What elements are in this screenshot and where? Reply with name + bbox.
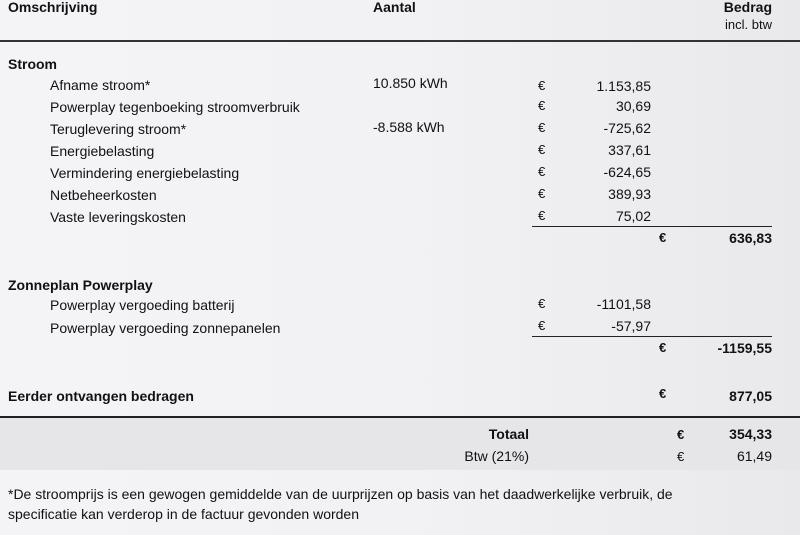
line-item-amount: 337,61 (608, 142, 651, 158)
currency-symbol: € (538, 164, 546, 179)
currency-symbol: € (538, 208, 546, 223)
subtotal-divider (532, 336, 772, 337)
eerder-ontvangen-amount: 877,05 (729, 388, 772, 404)
line-item-amount: 389,93 (608, 186, 651, 202)
section-title-stroom: Stroom (8, 56, 57, 72)
line-item-label: Netbeheerkosten (50, 187, 157, 203)
header-description: Omschrijving (8, 0, 98, 15)
currency-symbol: € (659, 340, 667, 355)
line-item-label: Energiebelasting (50, 143, 155, 159)
totals-divider (0, 416, 800, 418)
footnote-line-2: specificatie kan verderop in de factuur gevonden worden (8, 506, 359, 522)
section-title-zonneplan: Zonneplan Powerplay (8, 277, 153, 293)
currency-symbol: € (538, 78, 546, 93)
line-item-quantity: 10.850 kWh (373, 75, 448, 91)
line-item-quantity: -8.588 kWh (373, 119, 445, 135)
line-item-amount: 30,69 (615, 98, 651, 114)
header-amount: Bedrag (723, 0, 772, 15)
line-item-amount: -725,62 (603, 120, 651, 136)
footnote-line-1: *De stroomprijs is een gewogen gemiddelde van de uurprijzen op basis van het daadwerkelijke verbruik, de (8, 486, 673, 502)
total-label: Totaal (488, 426, 529, 442)
eerder-ontvangen-label: Eerder ontvangen bedragen (8, 388, 194, 404)
vat-amount: 61,49 (736, 448, 772, 464)
line-item-label: Powerplay tegenboeking stroomverbruik (50, 99, 300, 115)
line-item-amount: -624,65 (603, 164, 651, 180)
stroom-subtotal: 636,83 (729, 230, 772, 246)
currency-symbol: € (538, 296, 546, 311)
currency-symbol: € (659, 386, 667, 401)
currency-symbol: € (538, 98, 546, 113)
header-divider (0, 40, 800, 42)
line-item-label: Teruglevering stroom* (50, 121, 187, 137)
currency-symbol: € (538, 186, 546, 201)
currency-symbol: € (538, 142, 546, 157)
line-item-amount: 1.153,85 (596, 78, 651, 94)
currency-symbol: € (677, 427, 685, 442)
line-item-label: Afname stroom* (50, 77, 151, 93)
subtotal-divider (532, 226, 772, 227)
line-item-label: Vermindering energiebelasting (50, 165, 240, 181)
currency-symbol: € (659, 230, 667, 245)
header-amount-sub: incl. btw (725, 17, 772, 32)
line-item-amount: -1101,58 (596, 296, 651, 312)
currency-symbol: € (677, 449, 685, 464)
line-item-amount: -57,97 (611, 318, 651, 334)
currency-symbol: € (538, 120, 546, 135)
total-amount: 354,33 (729, 426, 772, 442)
zonneplan-subtotal: -1159,55 (717, 340, 772, 356)
line-item-label: Powerplay vergoeding batterij (50, 297, 235, 313)
line-item-label: Vaste leveringskosten (50, 209, 186, 225)
currency-symbol: € (538, 318, 546, 333)
line-item-label: Powerplay vergoeding zonnepanelen (50, 320, 281, 336)
line-item-amount: 75,02 (615, 208, 651, 224)
vat-label: Btw (21%) (464, 448, 529, 464)
header-quantity: Aantal (373, 0, 416, 15)
